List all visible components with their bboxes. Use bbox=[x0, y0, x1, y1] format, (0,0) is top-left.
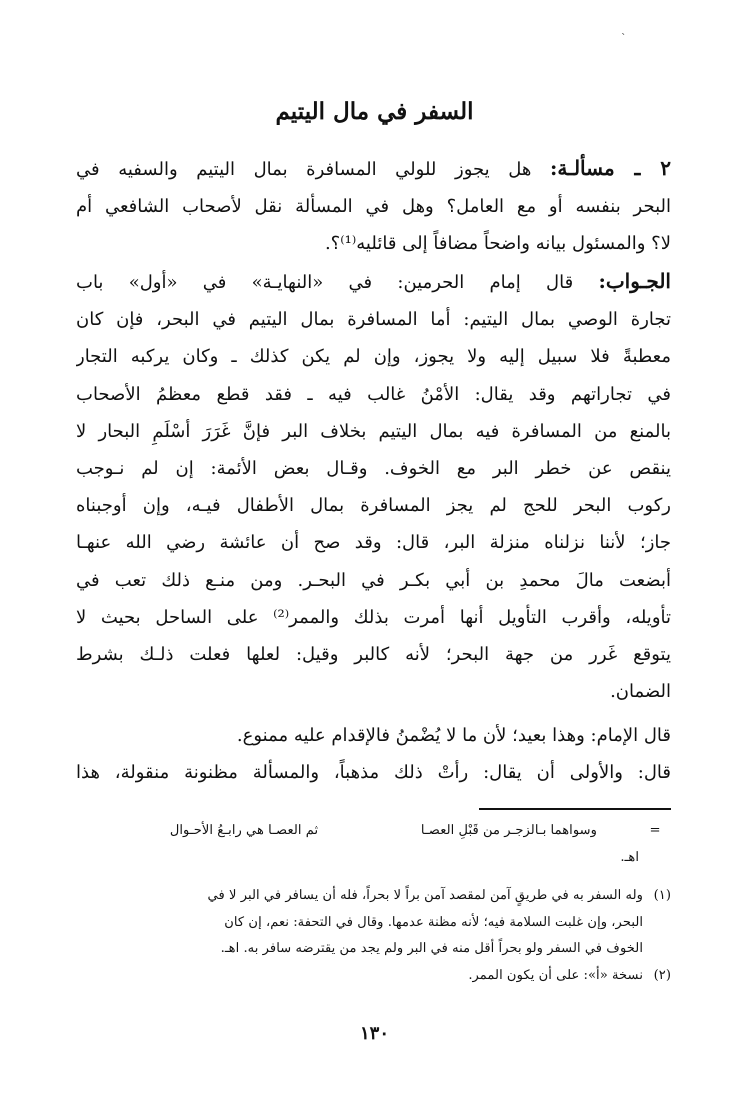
imam-paragraph bbox=[76, 717, 671, 791]
verse-row bbox=[76, 818, 671, 845]
chapter-title: السفر في مال اليتيم bbox=[275, 98, 474, 125]
answer-label: الجـواب: bbox=[598, 269, 671, 293]
answer-line: ينقص عن خطر البر مع الخوف. وقـال بعض الأئمة: إن لم نـوجب bbox=[76, 458, 671, 480]
corner-mark: ` bbox=[621, 32, 627, 45]
footnotes-list bbox=[76, 883, 671, 989]
imam-line: قال: والأولى أن يقال: رأتْ ذلك مذهباً، والمسألة مظنونة منقولة، هذا bbox=[76, 762, 671, 784]
question-line: لا؟ والمسئول بيانه واضحاً مضافاً إلى قائليه⁽¹⁾؟. bbox=[324, 233, 671, 255]
footnote-number: (٢) bbox=[653, 967, 671, 983]
answer-line: أبضعت مالَ محمدِ بن أبي بكـر في البحـر. ومن منـع ذلك تعب في bbox=[76, 569, 671, 591]
verse-hemistich-left: ثم العصـا هي رابـعُ الأحـوال bbox=[169, 823, 319, 838]
imam-line: قال الإمام: وهذا بعيد؛ لأن ما لا يُضْمنُ فالإقدام عليه ممنوع. bbox=[236, 725, 671, 746]
verse-tail: اهـ. bbox=[620, 849, 639, 865]
answer-line: تجارة الوصي بمال اليتيم: أما المسافرة بمال اليتيم في البحر، فإن كان bbox=[76, 309, 671, 331]
answer-line: الجـواب: قال إمام الحرمين: في «النهايـة» في «أول» باب bbox=[76, 269, 671, 293]
answer-line: الضمان. bbox=[610, 681, 671, 703]
answer-line: في تجاراتهم وقد يقال: الأمْنُ غالب فيه ـ فقد قطع معظمُ الأصحاب bbox=[76, 383, 671, 405]
answer-line: جاز؛ لأننا نزلناه منزلة البر، قال: وقد صح أن عائشة رضي الله عنهـا bbox=[76, 532, 671, 554]
answer-line: معطبةً فلا سبيل إليه ولا يجوز، وإن لم يكن كذلك ـ وكان يركبه التجار bbox=[76, 346, 671, 368]
footnote-line: (١)وله السفر به في طريقٍ آمن لمقصد آمن براً لا بحراً، فله أن يسافر في البر لا في bbox=[76, 883, 671, 910]
footnote-separator bbox=[479, 808, 671, 810]
answer-line: ركوب البحر للحج لم يجز المسافرة بمال الأطفال فيـه، وإن أوجبناه bbox=[76, 495, 671, 517]
question-paragraph bbox=[76, 150, 671, 263]
page-number: ١٣٠ bbox=[359, 1023, 389, 1044]
footnote-line: (٢)نسخة «أ»: على أن يكون الممر. bbox=[76, 963, 671, 990]
question-line: البحر بنفسه أو مع العامل؟ وهل في المسألة نقل لأصحاب الشافعي أم bbox=[76, 196, 671, 218]
verse-hemistich-right: وسواهما بـالزجـر من قَبْلِ العصـا bbox=[420, 823, 598, 838]
answer-paragraph bbox=[76, 263, 671, 710]
question-line: ٢ ـ مسألـة: هل يجوز للولي المسافرة بمال اليتيم والسفيه في bbox=[76, 156, 671, 180]
footnote-verse bbox=[76, 818, 671, 871]
answer-line: بالمنع من المسافرة فيه بمال اليتيم بخلاف البر فإنَّ غَرَرَ أسْلَمِ البحار لا bbox=[76, 420, 671, 442]
answer-line: تأويله، وأقرب التأويل أنها أمرت بذلك والممر⁽²⁾ على الساحل بحيث لا bbox=[76, 606, 671, 628]
question-label: ٢ ـ مسألـة: bbox=[549, 156, 671, 180]
footnote-line: الخوف في السفر ولو بحراً أقل منه في البر ولم يجد من يقترضه سافر به. اهـ. bbox=[220, 941, 643, 956]
continuation-marker: = bbox=[649, 823, 661, 838]
answer-line: يتوقع غَرر من جهة البحر؛ لأنه كالبر وقيل: لعلها فعلت ذلـك بشرط bbox=[76, 644, 671, 666]
footnote-line: البحر، وإن غلبت السلامة فيه؛ لأنه مظنة عدمها. وقال في التحفة: نعم، إن كان bbox=[224, 914, 643, 930]
footnote-number: (١) bbox=[653, 888, 671, 903]
